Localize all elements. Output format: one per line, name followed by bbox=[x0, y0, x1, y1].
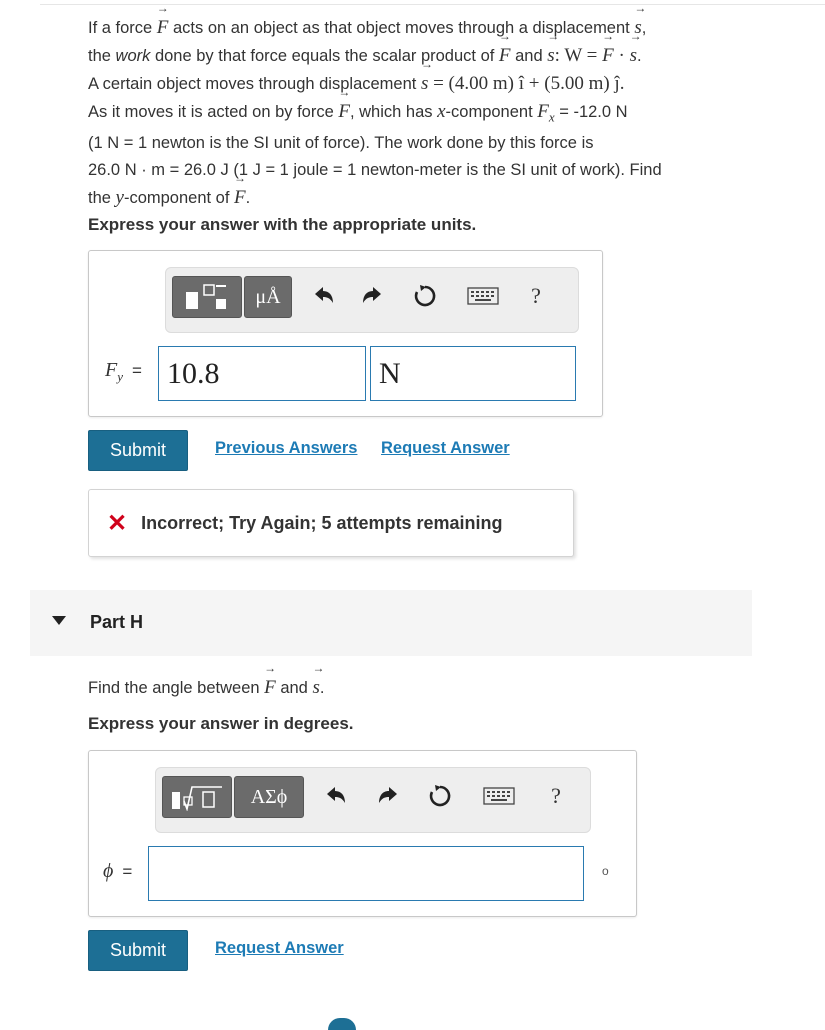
fy-label: $F_y$ = bbox=[105, 359, 142, 384]
feedback-message bbox=[88, 489, 574, 557]
problem-line-7: the y-component of F →. bbox=[88, 184, 788, 212]
part-h-answer-box bbox=[88, 750, 637, 917]
problem-line-1: If a force F → acts on an object as that object moves through a displacement s →, bbox=[88, 14, 788, 42]
part-g-math-toolbar bbox=[165, 267, 579, 333]
incorrect-icon: ✕ bbox=[107, 509, 128, 537]
part-h-request-answer-link[interactable]: Request Answer bbox=[215, 939, 344, 957]
templates-icon bbox=[184, 283, 230, 311]
undo-icon[interactable] bbox=[310, 282, 338, 310]
radical-template-icon bbox=[170, 783, 224, 811]
problem-line-6: 26.0 N · m = 26.0 J (1 J = 1 joule = 1 newton-meter is the SI unit of work). Find bbox=[88, 161, 662, 180]
radical-template-button[interactable] bbox=[162, 776, 232, 818]
part-g-submit-button[interactable]: Submit bbox=[88, 430, 188, 471]
redo-icon[interactable] bbox=[358, 282, 386, 310]
phi-label: ϕ = bbox=[103, 860, 133, 882]
degree-symbol: o bbox=[602, 864, 609, 878]
greek-button[interactable]: ΑΣϕ bbox=[234, 776, 304, 818]
reset-icon[interactable] bbox=[411, 282, 439, 310]
phi-value-input[interactable] bbox=[148, 846, 584, 901]
problem-line-5: (1 N = 1 newton is the SI unit of force). The work done by this force is bbox=[88, 134, 594, 153]
redo-icon[interactable] bbox=[374, 782, 402, 810]
part-h-header[interactable] bbox=[30, 590, 752, 656]
part-h-math-toolbar bbox=[155, 767, 591, 833]
undo-icon[interactable] bbox=[322, 782, 350, 810]
help-button[interactable]: ? bbox=[551, 783, 561, 808]
part-g-instruction: Express your answer with the appropriate units. bbox=[88, 215, 477, 234]
part-g-answer-box bbox=[88, 250, 603, 417]
help-button[interactable]: ? bbox=[531, 283, 541, 308]
problem-line-3: A certain object moves through displacement s → = (4.00 m) î + (5.00 m) ĵ. bbox=[88, 70, 788, 98]
feedback-text: Incorrect; Try Again; 5 attempts remaining bbox=[141, 512, 503, 533]
part-h-instruction: Express your answer in degrees. bbox=[88, 714, 354, 733]
reset-icon[interactable] bbox=[426, 782, 454, 810]
fy-units-input[interactable]: N bbox=[370, 346, 576, 401]
partial-scroll-button[interactable] bbox=[328, 1018, 356, 1030]
keyboard-icon[interactable] bbox=[466, 282, 500, 310]
problem-line-2: the work done by that force equals the scalar product of F → and s →: W = F → · s →. bbox=[88, 42, 788, 70]
part-h-question: Find the angle between F → and s →. bbox=[88, 674, 324, 702]
problem-line-4: As it moves it is acted on by force F →, which has x-component $F_x = -12.0$ N bbox=[88, 98, 788, 130]
previous-answers-link[interactable]: Previous Answers bbox=[215, 439, 358, 457]
templates-button[interactable] bbox=[172, 276, 242, 318]
part-h-submit-button[interactable]: Submit bbox=[88, 930, 188, 971]
part-h-title: Part H bbox=[90, 612, 144, 632]
keyboard-icon[interactable] bbox=[482, 782, 516, 810]
part-g-request-answer-link[interactable]: Request Answer bbox=[381, 439, 510, 457]
problem-statement bbox=[88, 14, 788, 212]
fy-value-input[interactable]: 10.8 bbox=[158, 346, 366, 401]
collapse-triangle-icon[interactable] bbox=[52, 616, 66, 625]
units-button[interactable]: μÅ bbox=[244, 276, 292, 318]
